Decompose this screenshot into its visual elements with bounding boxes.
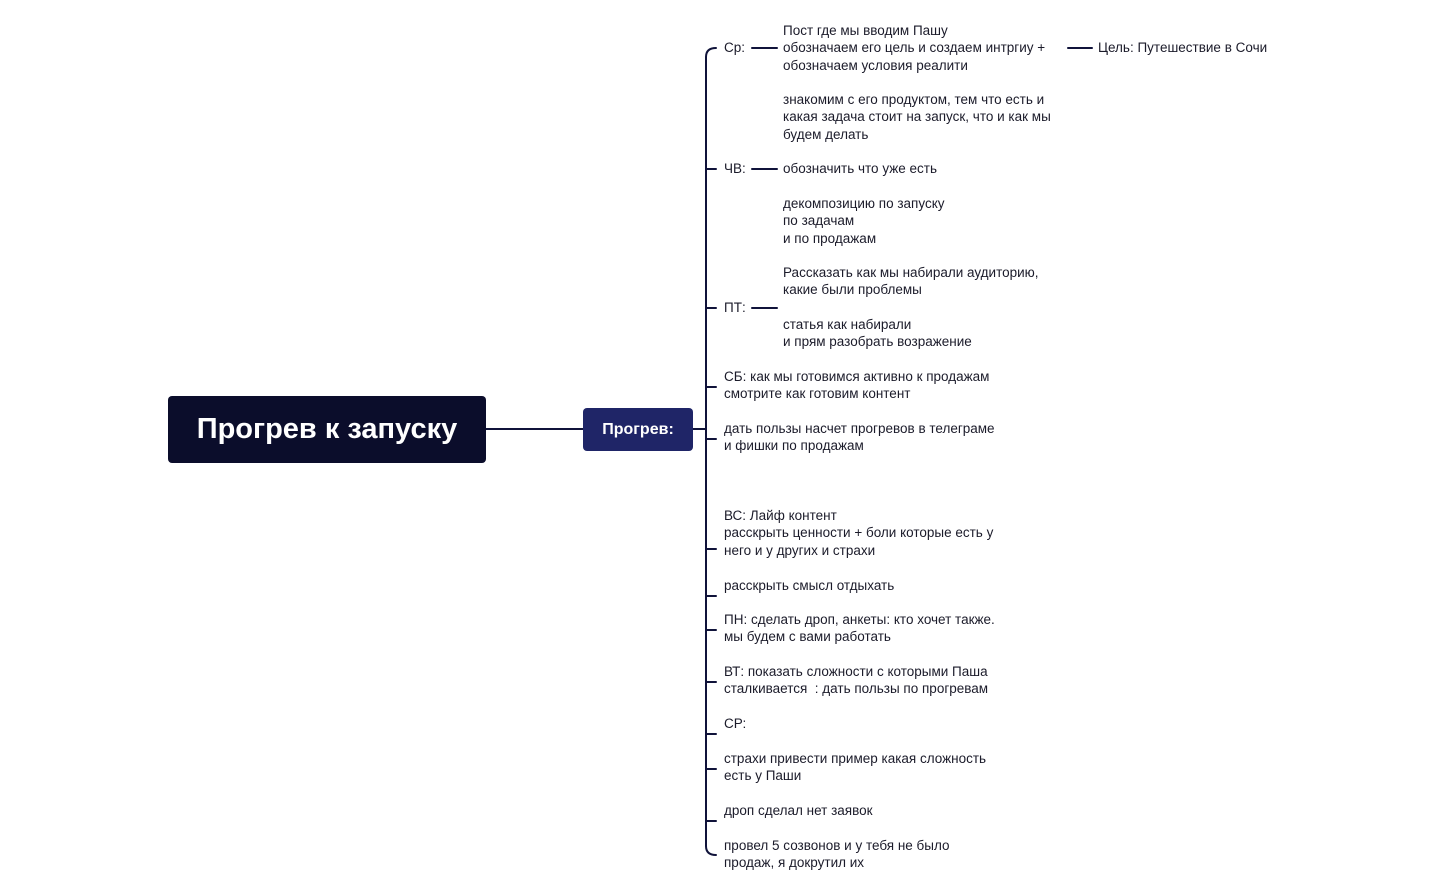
topic-pt-audience[interactable]: Рассказать как мы набирали аудиторию, какие были проблемы [783, 265, 1039, 298]
topic-rest-meaning[interactable]: расскрыть смысл отдыхать [724, 578, 895, 593]
topic-vs[interactable]: ВС: Лайф контент расскрыть ценности + боли которые есть у него и у других и страхи [724, 508, 994, 558]
topic-sr[interactable]: Ср: [724, 40, 746, 55]
topic-pn[interactable]: ПН: сделать дроп, анкеты: кто хочет также. мы будем с вами работать [724, 612, 995, 645]
spine-top-curl [706, 48, 716, 57]
topic-sr-product[interactable]: знакомим с его продуктом, тем что есть и какая задача стоит на запуск, что и как мы будем делать [783, 92, 1051, 142]
topic-pt[interactable]: ПТ: [724, 300, 746, 315]
branch-topic[interactable] [583, 408, 693, 451]
topic-chv[interactable]: ЧВ: [724, 161, 746, 176]
topic-fears[interactable]: страхи привести пример какая сложность есть у Паши [724, 751, 987, 784]
spine-bottom-curl [706, 846, 716, 855]
topic-goal[interactable]: Цель: Путешествие в Сочи [1098, 40, 1268, 55]
topic-chv-decomposition[interactable]: декомпозицию по запуску по задачам и по продажам [783, 196, 945, 246]
topic-sb[interactable]: СБ: как мы готовимся активно к продажам смотрите как готовим контент [724, 369, 990, 402]
topic-chv-exists[interactable]: обозначить что уже есть [783, 161, 937, 176]
topic-sr2[interactable]: СР: [724, 716, 747, 731]
topic-pt-article[interactable]: статья как набирали и прям разобрать возражение [783, 317, 972, 350]
topic-sr-post[interactable]: Пост где мы вводим Пашу обозначаем его цель и создаем интргиу + обозначаем условия реалити [783, 23, 1046, 73]
topic-calls[interactable]: провел 5 созвонов и у тебя не было продаж, я докрутил их [724, 838, 950, 871]
root-topic[interactable] [168, 396, 486, 463]
topic-polza[interactable]: дать пользы насчет прогревов в телеграме и фишки по продажам [724, 421, 995, 454]
branch-topic-label: Прогрев: [602, 420, 674, 438]
topic-vt[interactable]: ВТ: показать сложности с которыми Паша сталкивается : дать пользы по прогревам [724, 664, 989, 697]
root-topic-title: Прогрев к запуску [196, 413, 458, 445]
topic-drop[interactable]: дроп сделал нет заявок [724, 803, 873, 818]
